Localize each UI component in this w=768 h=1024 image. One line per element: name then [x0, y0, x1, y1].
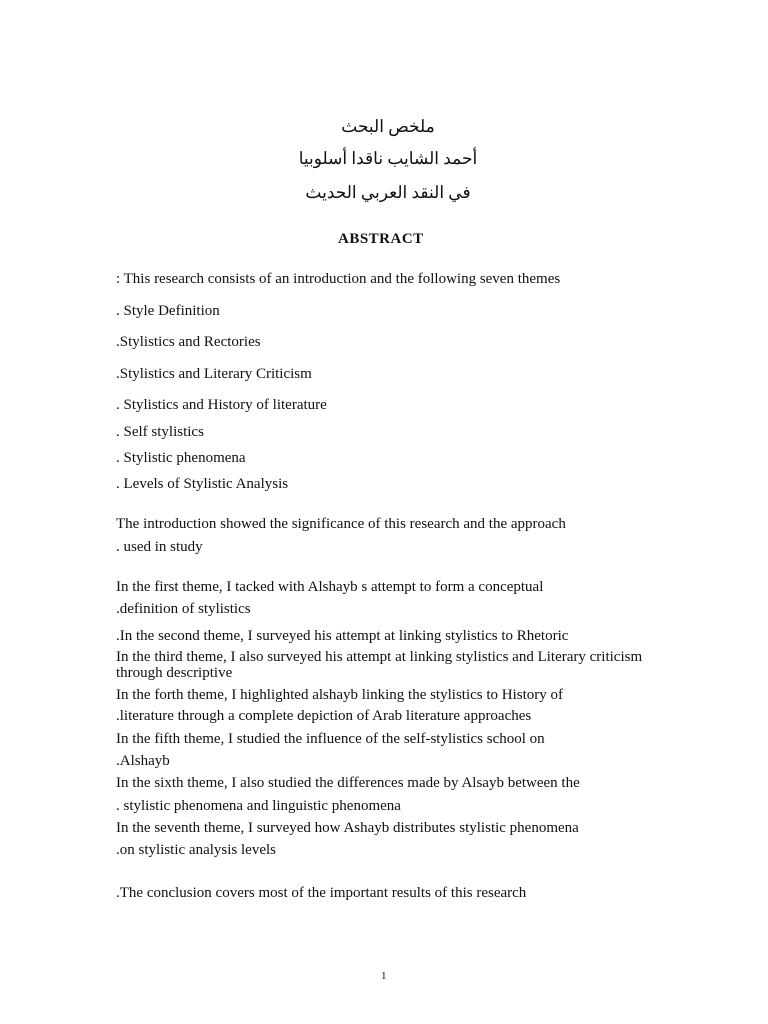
fifth-theme-line-2: .Alshayb: [116, 753, 170, 769]
theme-item: . Levels of Stylistic Analysis: [116, 476, 289, 492]
introduction-paragraph-line-1: The introduction showed the significance of this research and the approach: [116, 516, 566, 532]
abstract-intro: : This research consists of an introduction and the following seven themes: [116, 271, 561, 287]
page-number: 1: [381, 970, 387, 982]
forth-theme-line-1: In the forth theme, I highlighted alshayb linking the stylistics to History of: [116, 687, 564, 703]
sixth-theme-line-2: . stylistic phenomena and linguistic phenomena: [116, 798, 401, 814]
theme-item: . Stylistics and History of literature: [116, 397, 327, 413]
third-theme-paragraph: In the third theme, I also surveyed his attempt at linking stylistics and Literary criticism through descriptive: [116, 649, 643, 681]
seventh-theme-line-1: In the seventh theme, I surveyed how Ashayb distributes stylistic phenomena: [116, 820, 579, 836]
arabic-title-line-3: في النقد العربي الحديث: [305, 183, 471, 202]
arabic-title-line-2: أحمد الشايب ناقدا أسلوبيا: [298, 149, 478, 168]
abstract-heading: ABSTRACT: [338, 231, 424, 247]
fifth-theme-line-1: In the fifth theme, I studied the influence of the self-stylistics school on: [116, 731, 545, 747]
theme-item: . Stylistic phenomena: [116, 450, 246, 466]
introduction-paragraph-line-2: . used in study: [116, 539, 203, 555]
second-theme-line: .In the second theme, I surveyed his attempt at linking stylistics to Rhetoric: [116, 628, 569, 644]
arabic-title-line-1: ملخص البحث: [341, 117, 435, 136]
first-theme-line-2: .definition of stylistics: [116, 601, 251, 617]
seventh-theme-line-2: .on stylistic analysis levels: [116, 842, 276, 858]
first-theme-line-1: In the first theme, I tacked with Alshayb s attempt to form a conceptual: [116, 579, 544, 595]
sixth-theme-line-1: In the sixth theme, I also studied the differences made by Alsayb between the: [116, 775, 580, 791]
conclusion-line: .The conclusion covers most of the important results of this research: [116, 885, 527, 901]
theme-item: . Self stylistics: [116, 424, 204, 440]
theme-item: .Stylistics and Rectories: [116, 334, 261, 350]
forth-theme-line-2: .literature through a complete depiction of Arab literature approaches: [116, 708, 532, 724]
theme-item: . Style Definition: [116, 303, 220, 319]
theme-item: .Stylistics and Literary Criticism: [116, 366, 312, 382]
